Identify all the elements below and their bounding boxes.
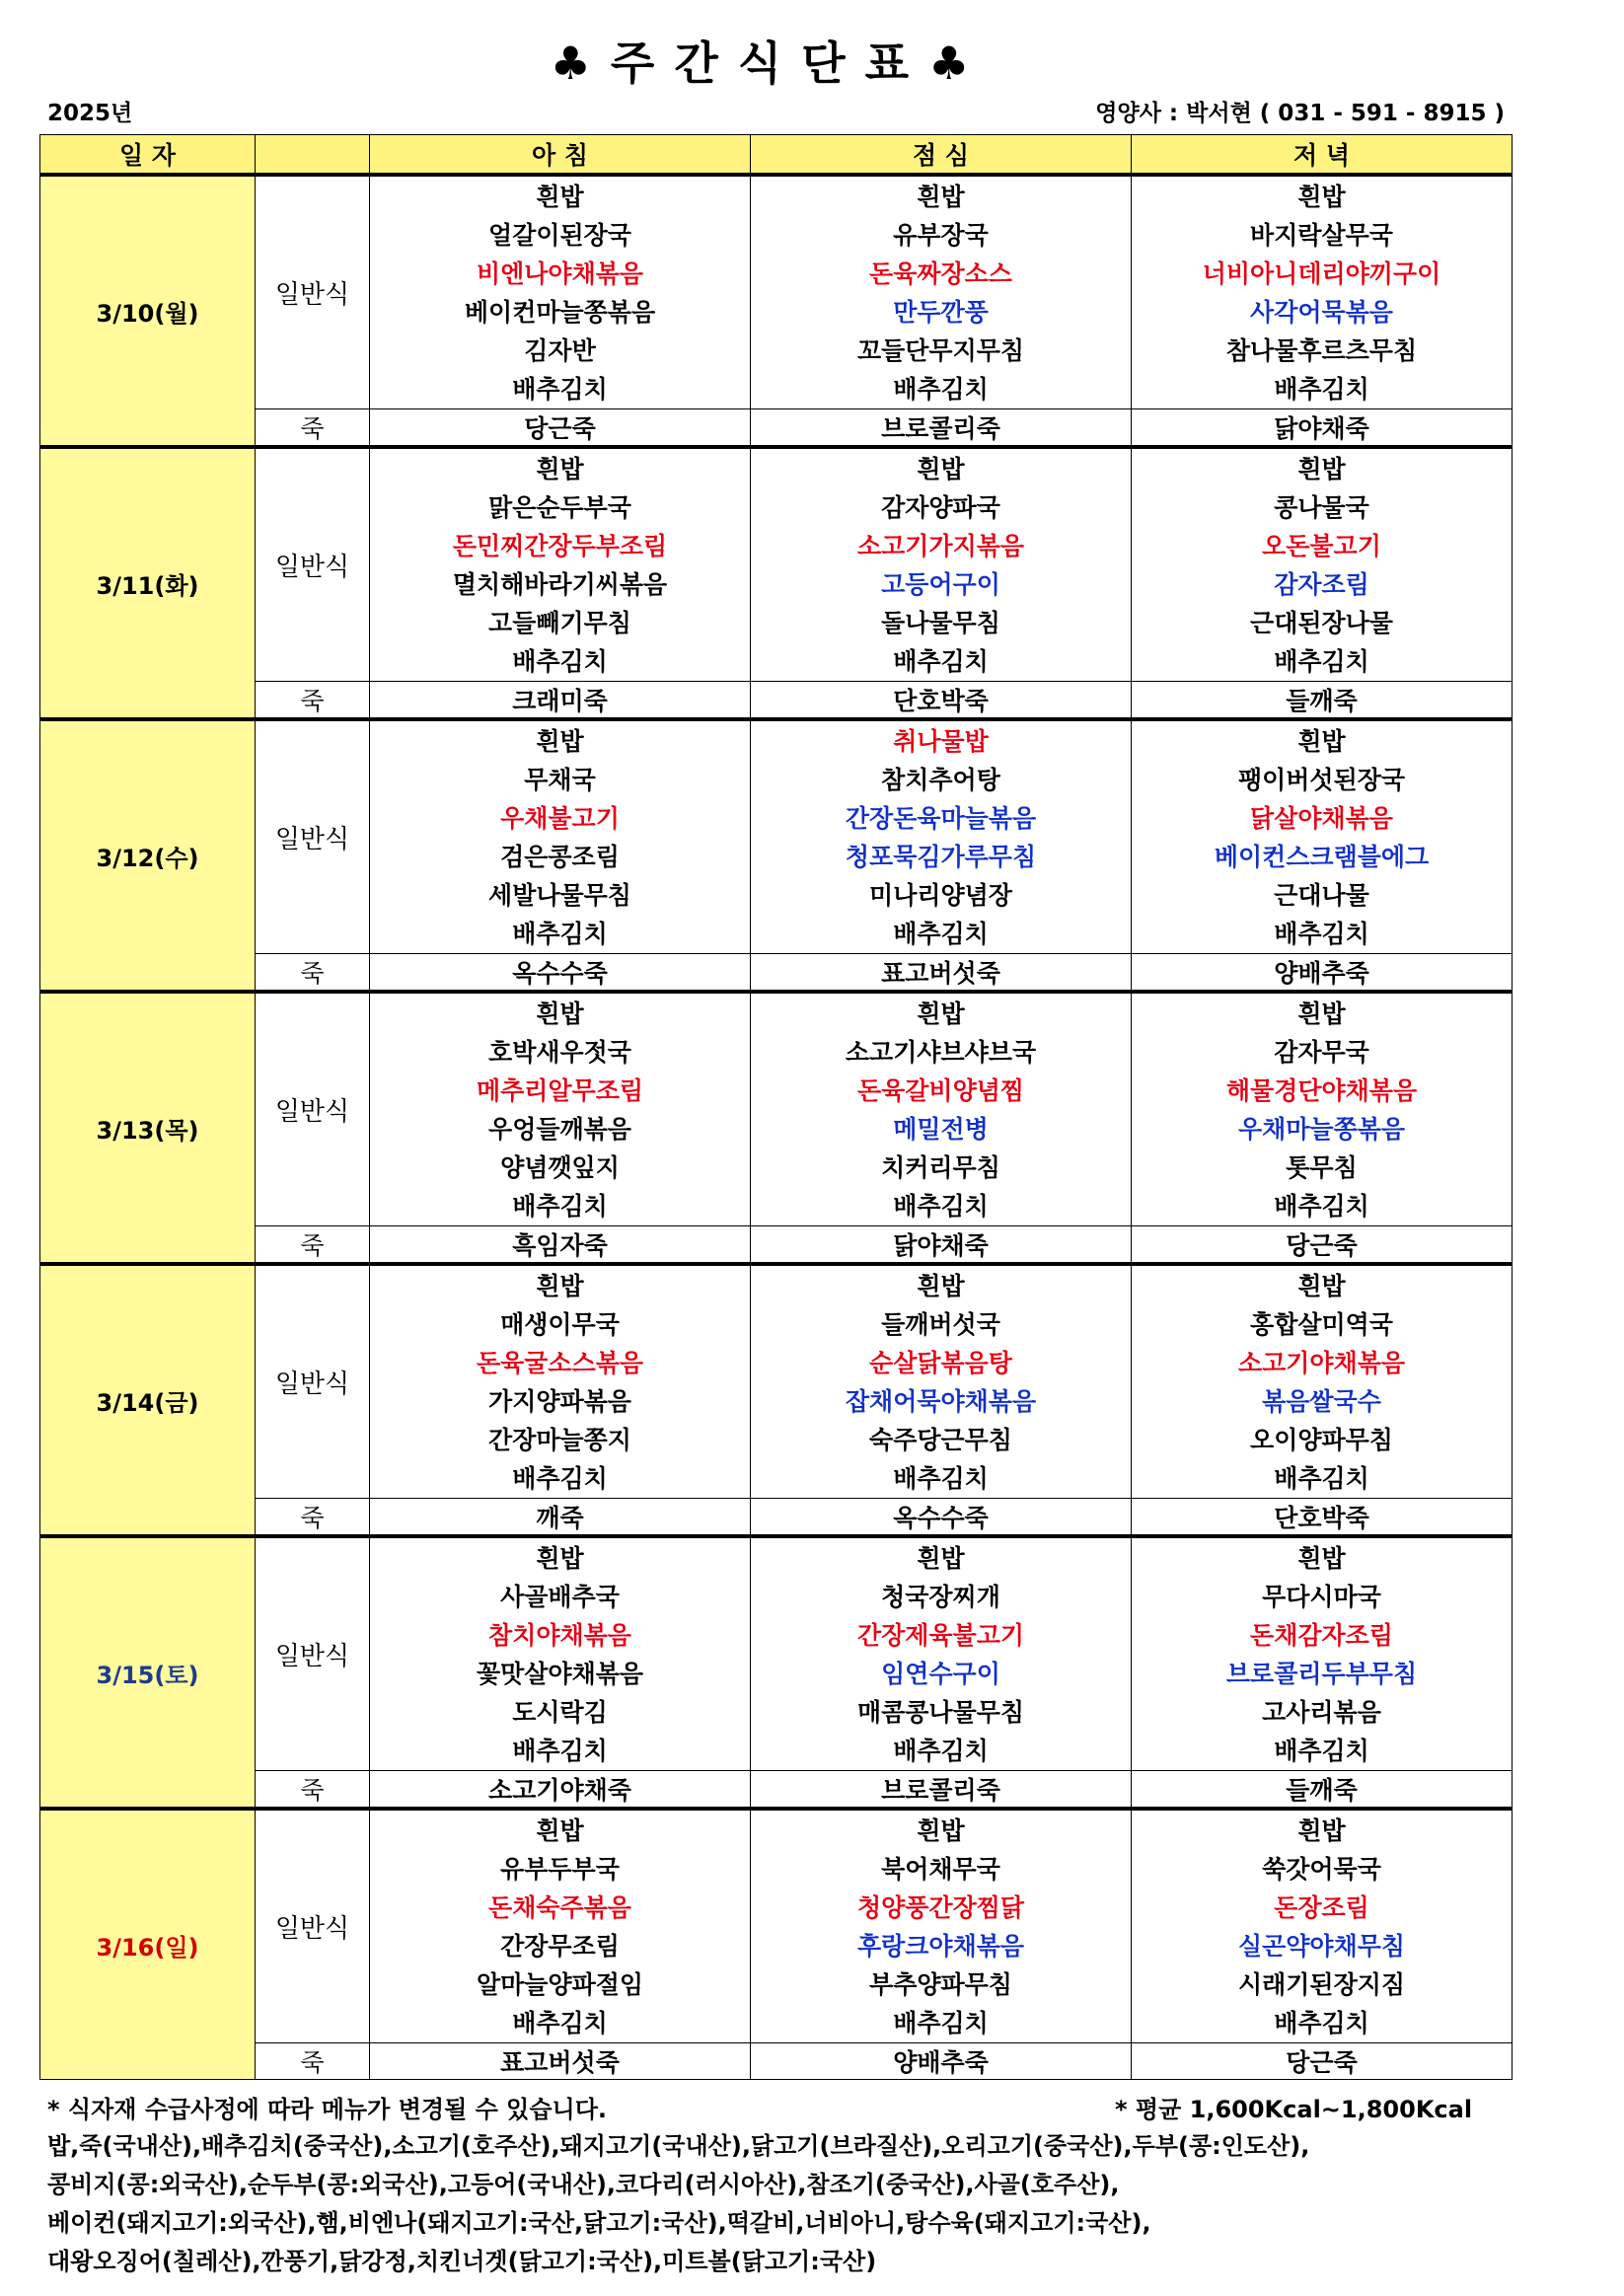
menu-item: 양념깻잎지	[500, 1153, 620, 1182]
day-row	[40, 1536, 1513, 1771]
menu-item: 청국장찌개	[881, 1583, 1000, 1611]
menu-item: 배추김치	[1274, 375, 1369, 404]
origin-line: 밥,죽(국내산),배추김치(중국산),소고기(호주산),돼지고기(국내산),닭고기(브라질산),오리고기(중국산),두부(콩:인도산),	[47, 2132, 1310, 2160]
dinner-cell	[1132, 719, 1513, 954]
menu-item: 배추김치	[512, 1737, 608, 1765]
menu-item: 김자반	[524, 336, 596, 365]
menu-item: 배추김치	[1274, 1464, 1369, 1493]
lunch-cell	[751, 1264, 1132, 1499]
day-date: 3/12(수)	[96, 844, 199, 872]
menu-item: 흰밥	[917, 1000, 965, 1028]
meal-type-juk: 죽	[256, 409, 370, 448]
menu-item: 돈육굴소스볶음	[476, 1349, 644, 1377]
menu-item: 흰밥	[536, 1816, 584, 1845]
menu-item: 고등어구이	[881, 570, 1000, 599]
menu-item: 사골배추국	[500, 1583, 620, 1611]
menu-item: 청포묵김가루무침	[845, 843, 1037, 871]
menu-item: 감자조림	[1274, 570, 1369, 599]
menu-item: 꽃맛살야채볶음	[476, 1660, 644, 1688]
menu-item: 너비아니데리야끼구이	[1202, 259, 1441, 288]
meal-type-general: 일반식	[256, 1536, 370, 1771]
menu-item: 배추김치	[893, 375, 989, 404]
menu-item: 매생이무국	[500, 1310, 620, 1339]
day-row	[40, 447, 1513, 682]
breakfast-juk: 소고기야채죽	[370, 1771, 751, 1810]
menu-item: 감자무국	[1274, 1038, 1369, 1067]
day-date: 3/10(월)	[96, 299, 199, 328]
menu-item: 배추김치	[893, 1737, 989, 1765]
menu-item: 배추김치	[893, 1464, 989, 1493]
dinner-cell	[1132, 447, 1513, 682]
menu-item: 비엔나야채볶음	[476, 259, 644, 288]
menu-item: 임연수구이	[881, 1660, 1000, 1688]
day-date: 3/14(금)	[96, 1388, 199, 1417]
dietitian-contact: 영양사 : 박서현 ( 031 - 591 - 8915 )	[1095, 101, 1505, 126]
menu-item: 흰밥	[536, 183, 584, 211]
juk-row	[40, 1771, 1513, 1810]
table-header-row	[40, 135, 1513, 176]
juk-row	[40, 1499, 1513, 1537]
lunch-cell	[751, 1809, 1132, 2043]
meal-type-general: 일반식	[256, 992, 370, 1226]
day-row	[40, 1264, 1513, 1499]
menu-body	[40, 175, 1513, 2080]
menu-item: 흰밥	[536, 727, 584, 756]
menu-item: 배추김치	[512, 920, 608, 948]
lunch-juk: 닭야채죽	[751, 1226, 1132, 1265]
menu-item: 맑은순두부국	[488, 493, 631, 522]
day-date-cell	[40, 1809, 256, 2080]
menu-item: 검은콩조림	[500, 843, 620, 871]
menu-item: 감자양파국	[881, 493, 1000, 522]
breakfast-juk: 깨죽	[370, 1499, 751, 1537]
menu-item: 흰밥	[1297, 727, 1346, 756]
menu-item: 흰밥	[1297, 183, 1346, 211]
menu-item: 배추김치	[893, 647, 989, 676]
menu-item: 배추김치	[512, 2009, 608, 2037]
menu-item: 무다시마국	[1262, 1583, 1381, 1611]
meal-type-general: 일반식	[256, 1264, 370, 1499]
menu-item: 호박새우젓국	[488, 1038, 631, 1067]
menu-item: 흰밥	[917, 1816, 965, 1845]
day-date: 3/11(화)	[96, 571, 199, 600]
menu-item: 간장무조림	[500, 1932, 620, 1961]
header-date: 일 자	[40, 135, 256, 176]
year-label: 2025년	[47, 101, 133, 126]
lunch-juk: 브로콜리죽	[751, 1771, 1132, 1810]
menu-item: 사각어묵볶음	[1250, 298, 1393, 327]
lunch-juk: 단호박죽	[751, 682, 1132, 720]
menu-item: 북어채무국	[881, 1855, 1000, 1884]
menu-item: 배추김치	[1274, 1192, 1369, 1221]
menu-item: 실곤약야채무침	[1237, 1932, 1406, 1961]
menu-item: 배추김치	[512, 1192, 608, 1221]
menu-item: 무채국	[524, 766, 596, 794]
menu-item: 세발나물무침	[488, 881, 631, 910]
menu-item: 해물경단야채볶음	[1225, 1076, 1418, 1105]
change-notice: * 식자재 수급사정에 따라 메뉴가 변경될 수 있습니다.	[47, 2096, 608, 2123]
menu-item: 미나리양념장	[869, 881, 1012, 910]
meal-type-juk: 죽	[256, 1771, 370, 1810]
breakfast-juk: 당근죽	[370, 409, 751, 448]
menu-item: 돈육갈비양념찜	[856, 1076, 1025, 1105]
lunch-juk: 브로콜리죽	[751, 409, 1132, 448]
menu-item: 간장제육불고기	[856, 1621, 1025, 1650]
breakfast-cell	[370, 1536, 751, 1771]
menu-item: 숙주당근무침	[869, 1426, 1012, 1454]
menu-item: 메추리알무조림	[476, 1076, 644, 1105]
day-date: 3/16(일)	[96, 1933, 199, 1962]
menu-item: 유부두부국	[500, 1855, 620, 1884]
menu-item: 돈장조림	[1274, 1893, 1369, 1922]
lunch-cell	[751, 447, 1132, 682]
menu-item: 바지락살무국	[1250, 221, 1393, 250]
dinner-juk: 양배추죽	[1132, 954, 1513, 993]
menu-item: 돌나물무침	[881, 609, 1000, 637]
origin-line: 베이컨(돼지고기:외국산),햄,비엔나(돼지고기:국산,닭고기:국산),떡갈비,너비아니,탕수육(돼지고기:국산),	[47, 2209, 1151, 2237]
menu-item: 소고기야채볶음	[1237, 1349, 1406, 1377]
meal-type-juk: 죽	[256, 682, 370, 720]
dinner-juk: 닭야채죽	[1132, 409, 1513, 448]
meal-type-general: 일반식	[256, 719, 370, 954]
menu-item: 우엉들깨볶음	[488, 1115, 631, 1144]
menu-item: 흰밥	[1297, 1000, 1346, 1028]
menu-item: 베이컨스크램블에그	[1214, 843, 1430, 871]
menu-item: 우채마늘쫑볶음	[1237, 1115, 1406, 1144]
menu-item: 배추김치	[512, 647, 608, 676]
breakfast-cell	[370, 175, 751, 409]
lunch-juk: 양배추죽	[751, 2043, 1132, 2080]
menu-item: 돈채숙주볶음	[488, 1893, 631, 1922]
menu-item: 우채불고기	[500, 804, 620, 833]
menu-item: 흰밥	[536, 455, 584, 483]
day-date-cell	[40, 175, 256, 447]
header-lunch: 점 심	[751, 135, 1132, 176]
menu-item: 청양풍간장찜닭	[856, 1893, 1025, 1922]
menu-item: 흰밥	[1297, 1816, 1346, 1845]
menu-item: 배추김치	[512, 375, 608, 404]
menu-item: 치커리무침	[881, 1153, 1000, 1182]
menu-item: 근대된장나물	[1250, 609, 1393, 637]
menu-item: 볶음쌀국수	[1262, 1387, 1381, 1416]
menu-item: 배추김치	[893, 1192, 989, 1221]
menu-item: 고들빼기무침	[488, 609, 631, 637]
lunch-cell	[751, 719, 1132, 954]
day-date-cell	[40, 1264, 256, 1536]
day-row	[40, 1809, 1513, 2043]
meal-type-general: 일반식	[256, 447, 370, 682]
menu-item: 오이양파무침	[1250, 1426, 1393, 1454]
menu-item: 메밀전병	[893, 1115, 989, 1144]
weekly-menu-table	[39, 134, 1513, 2080]
breakfast-juk: 흑임자죽	[370, 1226, 751, 1265]
menu-item: 소고기샤브샤브국	[845, 1038, 1037, 1067]
menu-item: 흰밥	[917, 455, 965, 483]
menu-item: 흰밥	[1297, 1272, 1346, 1300]
juk-row	[40, 2043, 1513, 2080]
menu-item: 쑥갓어묵국	[1262, 1855, 1381, 1884]
meal-type-juk: 죽	[256, 1226, 370, 1265]
menu-item: 배추김치	[893, 2009, 989, 2037]
origin-line: 콩비지(콩:외국산),순두부(콩:외국산),고등어(국내산),코다리(러시아산),참조기(중국산),사골(호주산),	[47, 2171, 1120, 2198]
menu-item: 배추김치	[1274, 647, 1369, 676]
menu-item: 홍합살미역국	[1250, 1310, 1393, 1339]
meal-type-general: 일반식	[256, 1809, 370, 2043]
breakfast-juk: 표고버섯죽	[370, 2043, 751, 2080]
day-date: 3/13(목)	[96, 1116, 199, 1145]
menu-item: 흰밥	[1297, 1544, 1346, 1573]
breakfast-juk: 크래미죽	[370, 682, 751, 720]
menu-item: 흰밥	[536, 1000, 584, 1028]
lunch-cell	[751, 1536, 1132, 1771]
lunch-juk: 표고버섯죽	[751, 954, 1132, 993]
day-date-cell	[40, 1536, 256, 1809]
dinner-cell	[1132, 1809, 1513, 2043]
menu-item: 배추김치	[1274, 2009, 1369, 2037]
header-breakfast: 아 침	[370, 135, 751, 176]
dinner-juk: 당근죽	[1132, 1226, 1513, 1265]
day-date: 3/15(토)	[96, 1661, 199, 1689]
menu-item: 닭살야채볶음	[1250, 804, 1393, 833]
header-dinner: 저 녁	[1132, 135, 1513, 176]
breakfast-cell	[370, 447, 751, 682]
menu-item: 참치야채볶음	[488, 1621, 631, 1650]
day-row	[40, 992, 1513, 1226]
menu-item: 순살닭볶음탕	[869, 1349, 1012, 1377]
menu-item: 유부장국	[893, 221, 989, 250]
menu-item: 매콤콩나물무침	[856, 1698, 1025, 1727]
day-row	[40, 175, 1513, 409]
menu-item: 돈채감자조림	[1250, 1621, 1393, 1650]
lunch-cell	[751, 175, 1132, 409]
breakfast-cell	[370, 1809, 751, 2043]
menu-item: 흰밥	[536, 1272, 584, 1300]
menu-item: 꼬들단무지무침	[856, 336, 1025, 365]
day-row	[40, 719, 1513, 954]
menu-item: 도시락김	[512, 1698, 608, 1727]
origin-info	[47, 2127, 1587, 2281]
menu-item: 취나물밥	[893, 727, 989, 756]
meal-type-juk: 죽	[256, 954, 370, 993]
juk-row	[40, 1226, 1513, 1265]
lunch-cell	[751, 992, 1132, 1226]
menu-item: 흰밥	[917, 1272, 965, 1300]
menu-item: 고사리볶음	[1262, 1698, 1381, 1727]
dinner-juk: 들깨죽	[1132, 682, 1513, 720]
dinner-juk: 들깨죽	[1132, 1771, 1513, 1810]
meal-type-general: 일반식	[256, 175, 370, 409]
menu-item: 배추김치	[1274, 1737, 1369, 1765]
menu-item: 참치추어탕	[881, 766, 1000, 794]
header-type	[256, 135, 370, 176]
menu-item: 흰밥	[536, 1544, 584, 1573]
menu-item: 배추김치	[893, 920, 989, 948]
dinner-juk: 당근죽	[1132, 2043, 1513, 2080]
menu-item: 배추김치	[1274, 920, 1369, 948]
menu-item: 톳무침	[1286, 1153, 1358, 1182]
day-date-cell	[40, 992, 256, 1264]
menu-item: 소고기가지볶음	[856, 532, 1025, 560]
menu-item: 잡채어묵야채볶음	[845, 1387, 1037, 1416]
dinner-cell	[1132, 992, 1513, 1226]
menu-item: 돈민찌간장두부조림	[452, 532, 668, 560]
day-date-cell	[40, 447, 256, 719]
menu-item: 가지양파볶음	[488, 1387, 631, 1416]
menu-item: 돈육짜장소스	[869, 259, 1012, 288]
calorie-note: * 평균 1,600Kcal~1,800Kcal	[1115, 2096, 1473, 2123]
menu-item: 알마늘양파절임	[476, 1970, 644, 1999]
origin-line: 대왕오징어(칠레산),깐풍기,닭강정,치킨너겟(닭고기:국산),미트볼(닭고기:국산)	[47, 2248, 877, 2275]
menu-item: 배추김치	[512, 1464, 608, 1493]
dinner-cell	[1132, 1264, 1513, 1499]
menu-item: 흰밥	[917, 1544, 965, 1573]
breakfast-cell	[370, 719, 751, 954]
meal-type-juk: 죽	[256, 1499, 370, 1537]
menu-item: 근대나물	[1274, 881, 1369, 910]
menu-item: 팽이버섯된장국	[1237, 766, 1406, 794]
menu-item: 부추양파무침	[869, 1970, 1012, 1999]
dinner-cell	[1132, 1536, 1513, 1771]
juk-row	[40, 954, 1513, 993]
juk-row	[40, 682, 1513, 720]
dinner-cell	[1132, 175, 1513, 409]
menu-item: 흰밥	[917, 183, 965, 211]
menu-item: 콩나물국	[1274, 493, 1369, 522]
breakfast-juk: 옥수수죽	[370, 954, 751, 993]
menu-item: 간장돈육마늘볶음	[845, 804, 1037, 833]
lunch-juk: 옥수수죽	[751, 1499, 1132, 1537]
juk-row	[40, 409, 1513, 448]
page-title: ♣주간식단표♣	[550, 37, 990, 90]
menu-item: 멸치해바라기씨볶음	[452, 570, 668, 599]
menu-item: 시래기된장지짐	[1237, 1970, 1406, 1999]
menu-item: 오돈불고기	[1262, 532, 1381, 560]
menu-item: 흰밥	[1297, 455, 1346, 483]
menu-item: 만두깐풍	[893, 298, 989, 327]
menu-item: 브로콜리두부무침	[1225, 1660, 1418, 1688]
menu-item: 참나물후르츠무침	[1225, 336, 1418, 365]
menu-item: 들깨버섯국	[881, 1310, 1000, 1339]
menu-item: 베이컨마늘쫑볶음	[464, 298, 656, 327]
dinner-juk: 단호박죽	[1132, 1499, 1513, 1537]
breakfast-cell	[370, 992, 751, 1226]
menu-item: 간장마늘쫑지	[488, 1426, 631, 1454]
menu-item: 얼갈이된장국	[488, 221, 631, 250]
menu-item: 후랑크야채볶음	[856, 1932, 1025, 1961]
meal-type-juk: 죽	[256, 2043, 370, 2080]
breakfast-cell	[370, 1264, 751, 1499]
day-date-cell	[40, 719, 256, 992]
